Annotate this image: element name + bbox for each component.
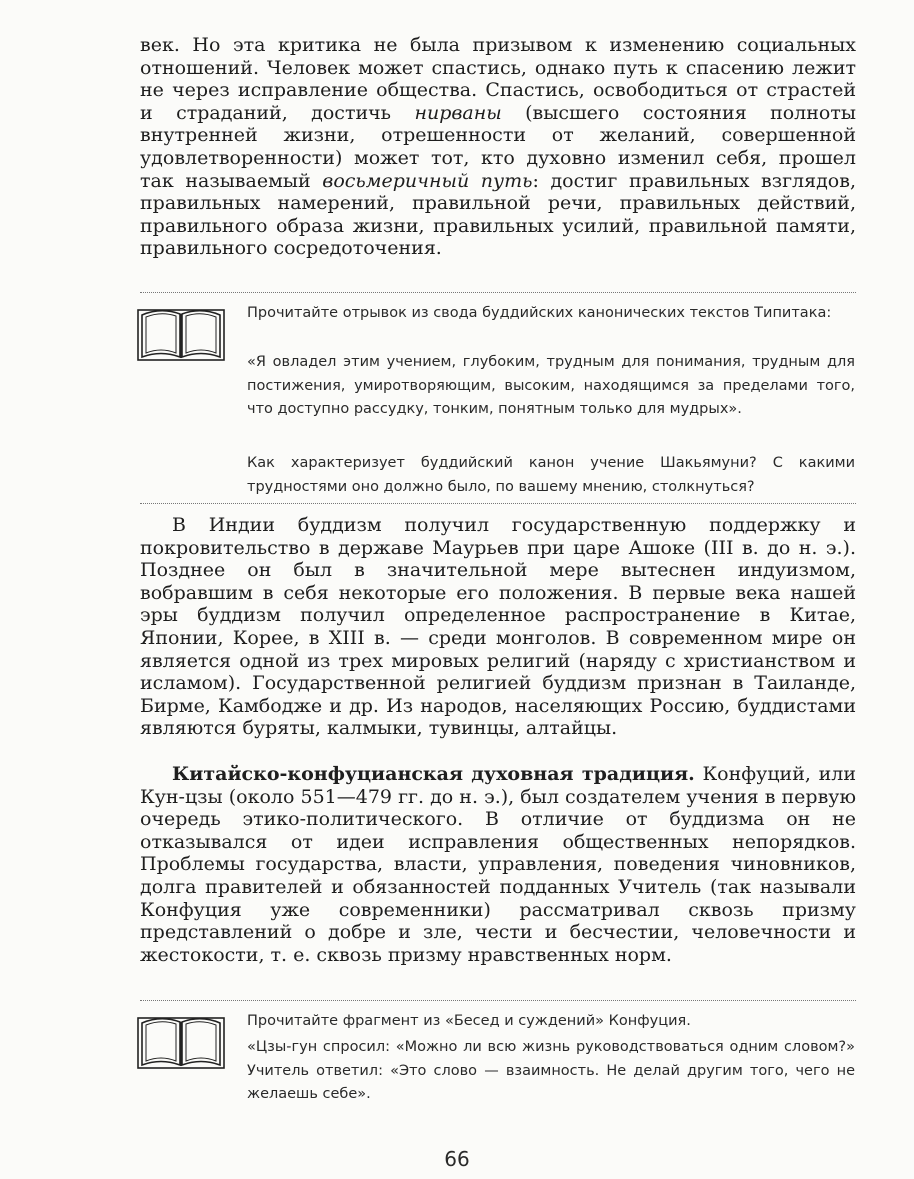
box1-intro: Прочитайте отрывок из свода буддийских канонических текстов Типитака:	[247, 305, 832, 321]
page-number: 66	[444, 1147, 470, 1171]
box2-intro: Прочитайте фрагмент из «Бесед и суждений» Конфуция.	[247, 1013, 691, 1029]
paragraph-buddhism-path	[140, 34, 856, 260]
box1-quote: «Я овладел этим учением, глубоким, трудным для понимания, трудным для постижения, умиротворяющим, высоким, находящимся за пределами того, что доступно рассудку, тонким, понятным только для мудрых».	[247, 354, 855, 418]
paragraph-confucian-tradition	[140, 763, 856, 966]
box2-top-divider	[140, 1000, 856, 1001]
term-eightfold-path: восьмеричный путь	[322, 169, 533, 192]
para1-start: век. Но эта критика не была призывом к изменению социальных отношений. Человек может спастись, однако путь к спасению лежит не через исправление общества. Спастись, освободиться от страстей и страданий, достичь	[140, 34, 856, 124]
box1-question: Как характеризует буддийский канон учение Шакьямуни? С какими трудностями оно должно было, по вашему мнению, столкнуться?	[247, 455, 855, 495]
open-book-icon	[137, 1013, 225, 1069]
paragraph-buddhism-spread: В Индии буддизм получил государственную поддержку и покровительство в державе Маурьев при царе Ашоке (III в. до н. э.). Позднее он был в значительной мере вытеснен индуизмом, вобравшим в себя некоторые его положения. В первые века нашей эры буддизм получил определенное распространение в Китае, Японии, Корее, в XIII в. — среди монголов. В современном мире он является одной из трех мировых религий (наряду с христианством и исламом). Государственной религией буддизм признан в Таиланде, Бирме, Камбодже и др. Из народов, населяющих Россию, буддистами являются буряты, калмыки, тувинцы, алтайцы.	[140, 514, 856, 740]
para3-body: Конфуций, или Кун-цзы (около 551—479 гг. до н. э.), был создателем учения в первую очередь этико-политического. В отличие от буддизма он не отказывался от идеи исправления общественных непорядков. Проблемы государства, власти, управления, поведения чиновников, долга правителей и обязанностей подданных Учитель (так называли Конфуция уже современники) рассматривал сквозь призму представлений о добре и зле, чести и бесчестии, человечности и жестокости, т. е. сквозь призму нравственных норм.	[140, 763, 857, 966]
term-nirvana: нирваны	[414, 101, 502, 124]
open-book-icon	[137, 305, 225, 361]
para1-end: : достиг правильных взглядов, правильных намерений, правильной речи, правильных действий, правильного образа жизни, правильных усилий, правильной памяти, правильного сосредоточения.	[140, 169, 856, 260]
box2-quote: «Цзы-гун спросил: «Можно ли всю жизнь руководствоваться одним словом?» Учитель ответил: «Это слово — взаимность. Не делай другим того, чего не желаешь себе».	[247, 1039, 855, 1103]
box1-bottom-divider	[140, 503, 856, 504]
box1-top-divider	[140, 292, 856, 293]
section-heading-confucian: Китайско-конфуцианская духовная традиция.	[172, 763, 695, 785]
para1-mid: (высшего состояния полноты внутренней жизни, отрешенности от желаний, совершенной удовлетворенности) может тот, кто духовно изменил себя, прошел так называемый	[140, 101, 856, 192]
